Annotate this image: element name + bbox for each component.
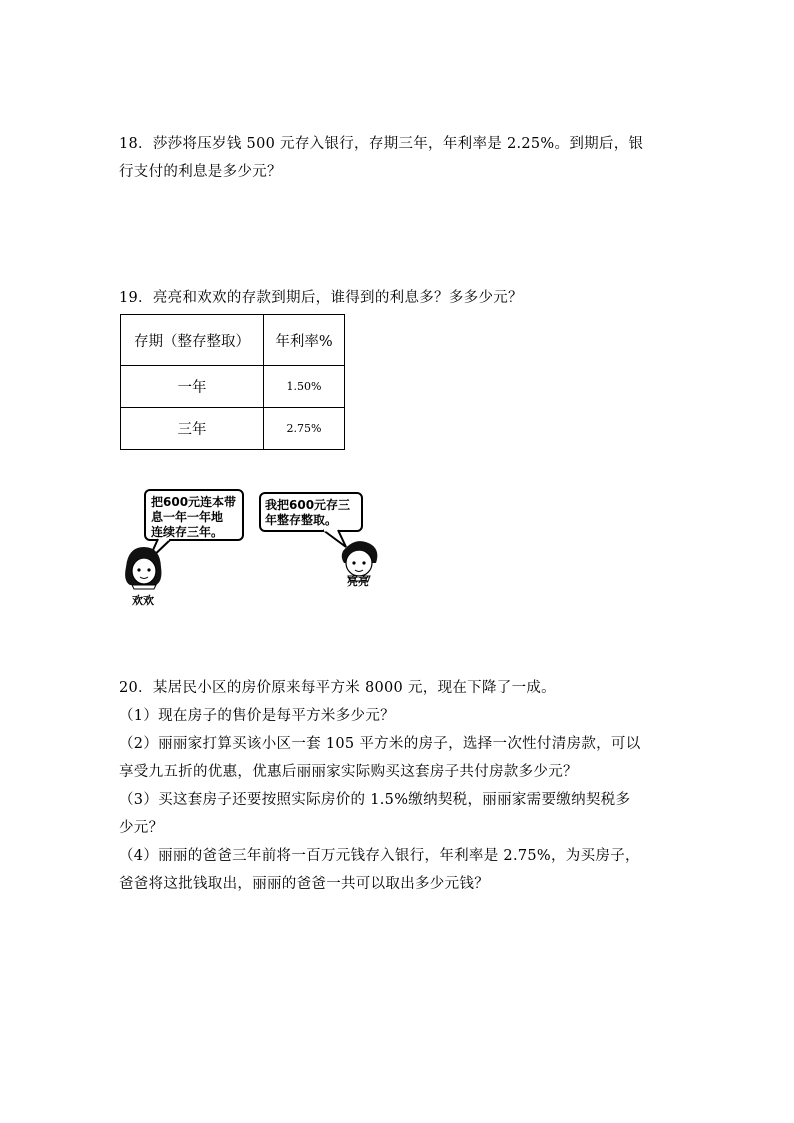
boy-speech-line-1: 我把600元存三 [265, 498, 351, 512]
header-rate: 年利率% [264, 315, 345, 366]
question-18-line1: 18．莎莎将压岁钱 500 元存入银行，存期三年，年利率是 2.25%。到期后，银 [119, 136, 644, 152]
boy-name-label: 亮亮 [347, 575, 369, 588]
question-20 [119, 674, 679, 898]
rate-cell: 1.50% [264, 366, 345, 408]
question-20-part-1: （1）现在房子的售价是每平方米多少元？ [119, 708, 395, 724]
children-dialogue-illustration [118, 485, 388, 610]
term-cell: 三年 [121, 408, 264, 450]
girl-speech-line-1: 把600元连本带 [151, 495, 237, 509]
rate-cell: 2.75% [264, 408, 345, 450]
header-term: 存期（整存整取） [121, 315, 264, 366]
girl-speech-line-2: 息一年一年地 [151, 510, 224, 524]
table-row [121, 366, 345, 408]
question-19 [119, 284, 679, 312]
boy-speech-line-2: 年整存整取。 [265, 513, 338, 527]
term-cell: 一年 [121, 366, 264, 408]
boy-figure [342, 541, 378, 588]
question-19-text: 19．亮亮和欢欢的存款到期后，谁得到的利息多？多多少元？ [119, 290, 523, 306]
boy-speech-bubble [260, 493, 362, 547]
question-20-intro: 20．某居民小区的房价原来每平方米 8000 元，现在下降了一成。 [119, 680, 556, 696]
girl-speech-bubble [145, 490, 243, 561]
question-20-part-4-line1: （4）丽丽的爸爸三年前将一百万元钱存入银行，年利率是 2.75%，为买房子， [119, 848, 640, 864]
question-20-part-2-line2: 享受九五折的优惠，优惠后丽丽家实际购买这套房子共付房款多少元？ [119, 764, 578, 780]
question-20-part-4-line2: 爸爸将这批钱取出，丽丽的爸爸一共可以取出多少元钱？ [119, 876, 489, 892]
question-18 [119, 130, 679, 186]
girl-figure [125, 547, 161, 607]
question-18-line2: 行支付的利息是多少元？ [119, 164, 282, 180]
girl-speech-line-3: 连续存三年。 [151, 525, 224, 539]
table-row [121, 408, 345, 450]
girl-name-label: 欢欢 [132, 594, 154, 607]
interest-rate-table [120, 314, 345, 450]
question-20-part-3-line2: 少元？ [119, 820, 164, 836]
table-header-row [121, 315, 345, 366]
question-20-part-3-line1: （3）买这套房子还要按照实际房价的 1.5%缴纳契税，丽丽家需要缴纳契税多 [119, 792, 631, 808]
question-20-part-2-line1: （2）丽丽家打算买该小区一套 105 平方米的房子，选择一次性付清房款，可以 [119, 736, 641, 752]
